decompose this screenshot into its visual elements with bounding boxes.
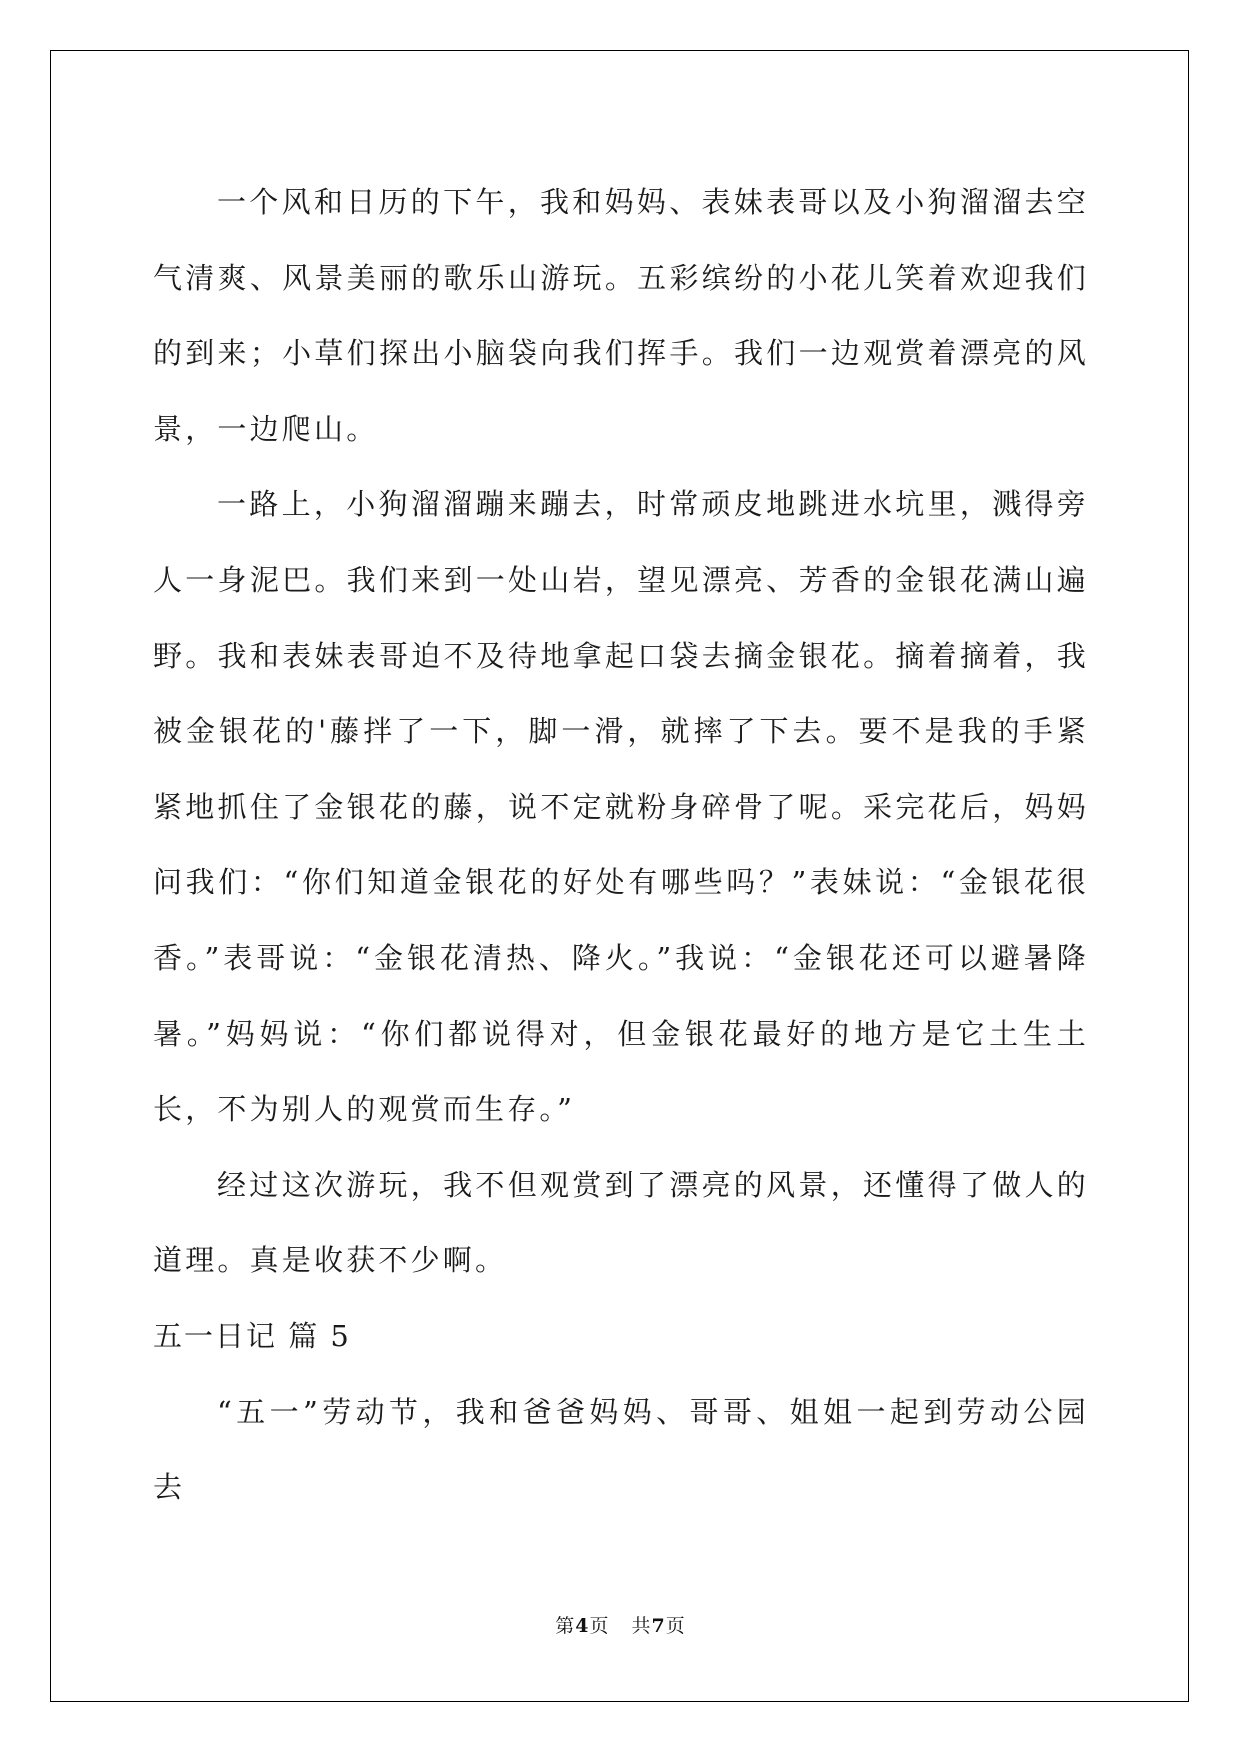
paragraph-2: 一路上，小狗溜溜蹦来蹦去，时常顽皮地跳进水坑里，溅得旁人一身泥巴。我们来到一处山岩，望见漂亮、芳香的金银花满山遍野。我和表妹表哥迫不及待地拿起口袋去摘金银花。摘着摘着，我被金银花的'藤拌了一下，脚一滑，就摔了下去。要不是我的手紧紧地抓住了金银花的藤，说不定就粉身碎骨了呢。采完花后，妈妈问我们：“你们知道金银花的好处有哪些吗？”表妹说：“金银花很香。”表哥说：“金银花清热、降火。”我说：“金银花还可以避暑降暑。”妈妈说：“你们都说得对，但金银花最好的地方是它土生土长，不为别人的观赏而生存。” [153, 487, 1089, 1127]
footer-page-number: 4 [575, 1615, 590, 1637]
paragraph-4: “五一”劳动节，我和爸爸妈妈、哥哥、姐姐一起到劳动公园去 [153, 1394, 1089, 1505]
footer-total-prefix: 共 [631, 1615, 652, 1637]
footer-total-unit: 页 [665, 1615, 686, 1637]
paragraph-1: 一个风和日历的下午，我和妈妈、表妹表哥以及小狗溜溜去空气清爽、风景美丽的歌乐山游玩。五彩缤纷的小花儿笑着欢迎我们的到来；小草们探出小脑袋向我们挥手。我们一边观赏着漂亮的风景，一边爬山。 [153, 185, 1089, 446]
page-footer [0, 1611, 1241, 1638]
footer-total-pages: 7 [651, 1615, 666, 1637]
footer-prefix: 第 [555, 1615, 576, 1637]
footer-page-unit: 页 [589, 1615, 610, 1637]
paragraph-3: 经过这次游玩，我不但观赏到了漂亮的风景，还懂得了做人的道理。真是收获不少啊。 [153, 1167, 1089, 1278]
document-body [153, 165, 1089, 1526]
section-title: 五一日记 篇 5 [153, 1318, 351, 1353]
